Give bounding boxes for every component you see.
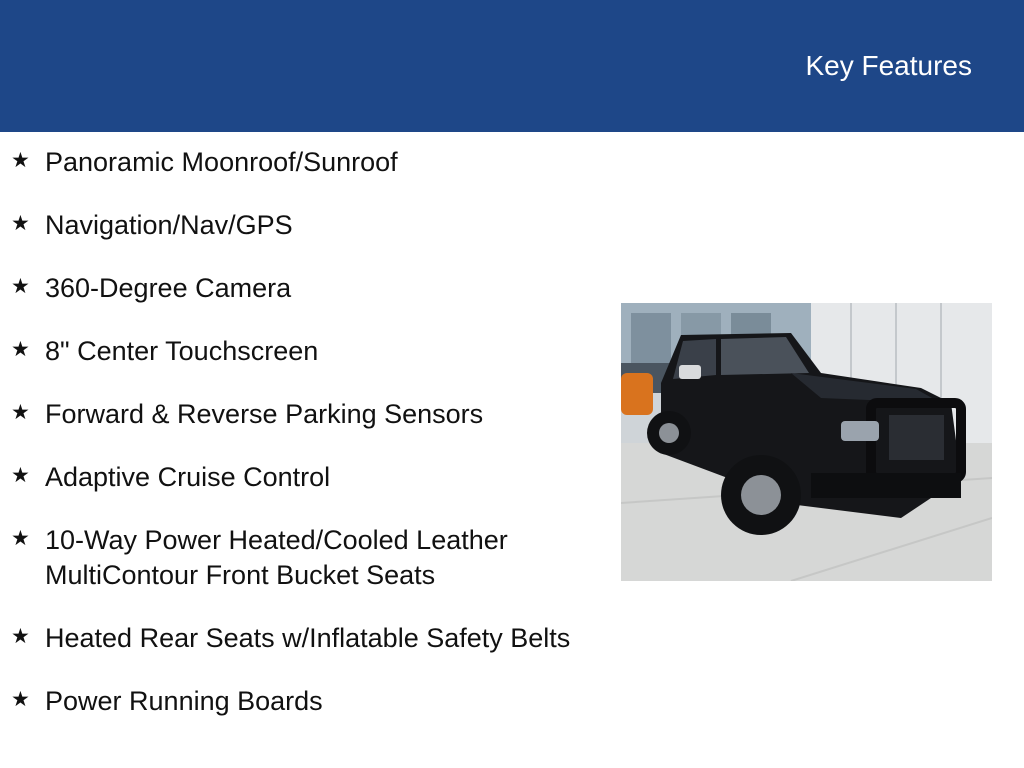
star-icon: ★ (11, 401, 30, 424)
feature-label: 360-Degree Camera (45, 273, 292, 303)
feature-label: Navigation/Nav/GPS (45, 210, 293, 240)
feature-label: Panoramic Moonroof/Sunroof (45, 147, 398, 177)
feature-item (0, 271, 600, 306)
feature-item (0, 145, 600, 180)
feature-list (0, 145, 600, 747)
feature-item (0, 460, 600, 495)
star-icon: ★ (11, 212, 30, 235)
feature-item (0, 621, 600, 656)
feature-item (0, 208, 600, 243)
feature-label: Forward & Reverse Parking Sensors (45, 399, 484, 429)
star-icon: ★ (11, 527, 30, 550)
truck-illustration (621, 303, 992, 581)
star-icon: ★ (11, 464, 30, 487)
feature-item (0, 334, 600, 369)
feature-label: 8" Center Touchscreen (45, 336, 319, 366)
feature-label: Adaptive Cruise Control (45, 462, 331, 492)
star-icon: ★ (11, 688, 30, 711)
feature-label: Power Running Boards (45, 686, 323, 716)
feature-label: 10-Way Power Heated/Cooled Leather MultiContour Front Bucket Seats (45, 525, 508, 590)
feature-item (0, 684, 600, 719)
header-bar (0, 0, 1024, 132)
star-icon: ★ (11, 625, 30, 648)
vehicle-photo (621, 303, 992, 581)
star-icon: ★ (11, 275, 30, 298)
star-icon: ★ (11, 338, 30, 361)
feature-item (0, 523, 600, 593)
page-title: Key Features (805, 50, 972, 81)
feature-item (0, 397, 600, 432)
star-icon: ★ (11, 149, 30, 172)
feature-label: Heated Rear Seats w/Inflatable Safety Belts (45, 623, 571, 653)
